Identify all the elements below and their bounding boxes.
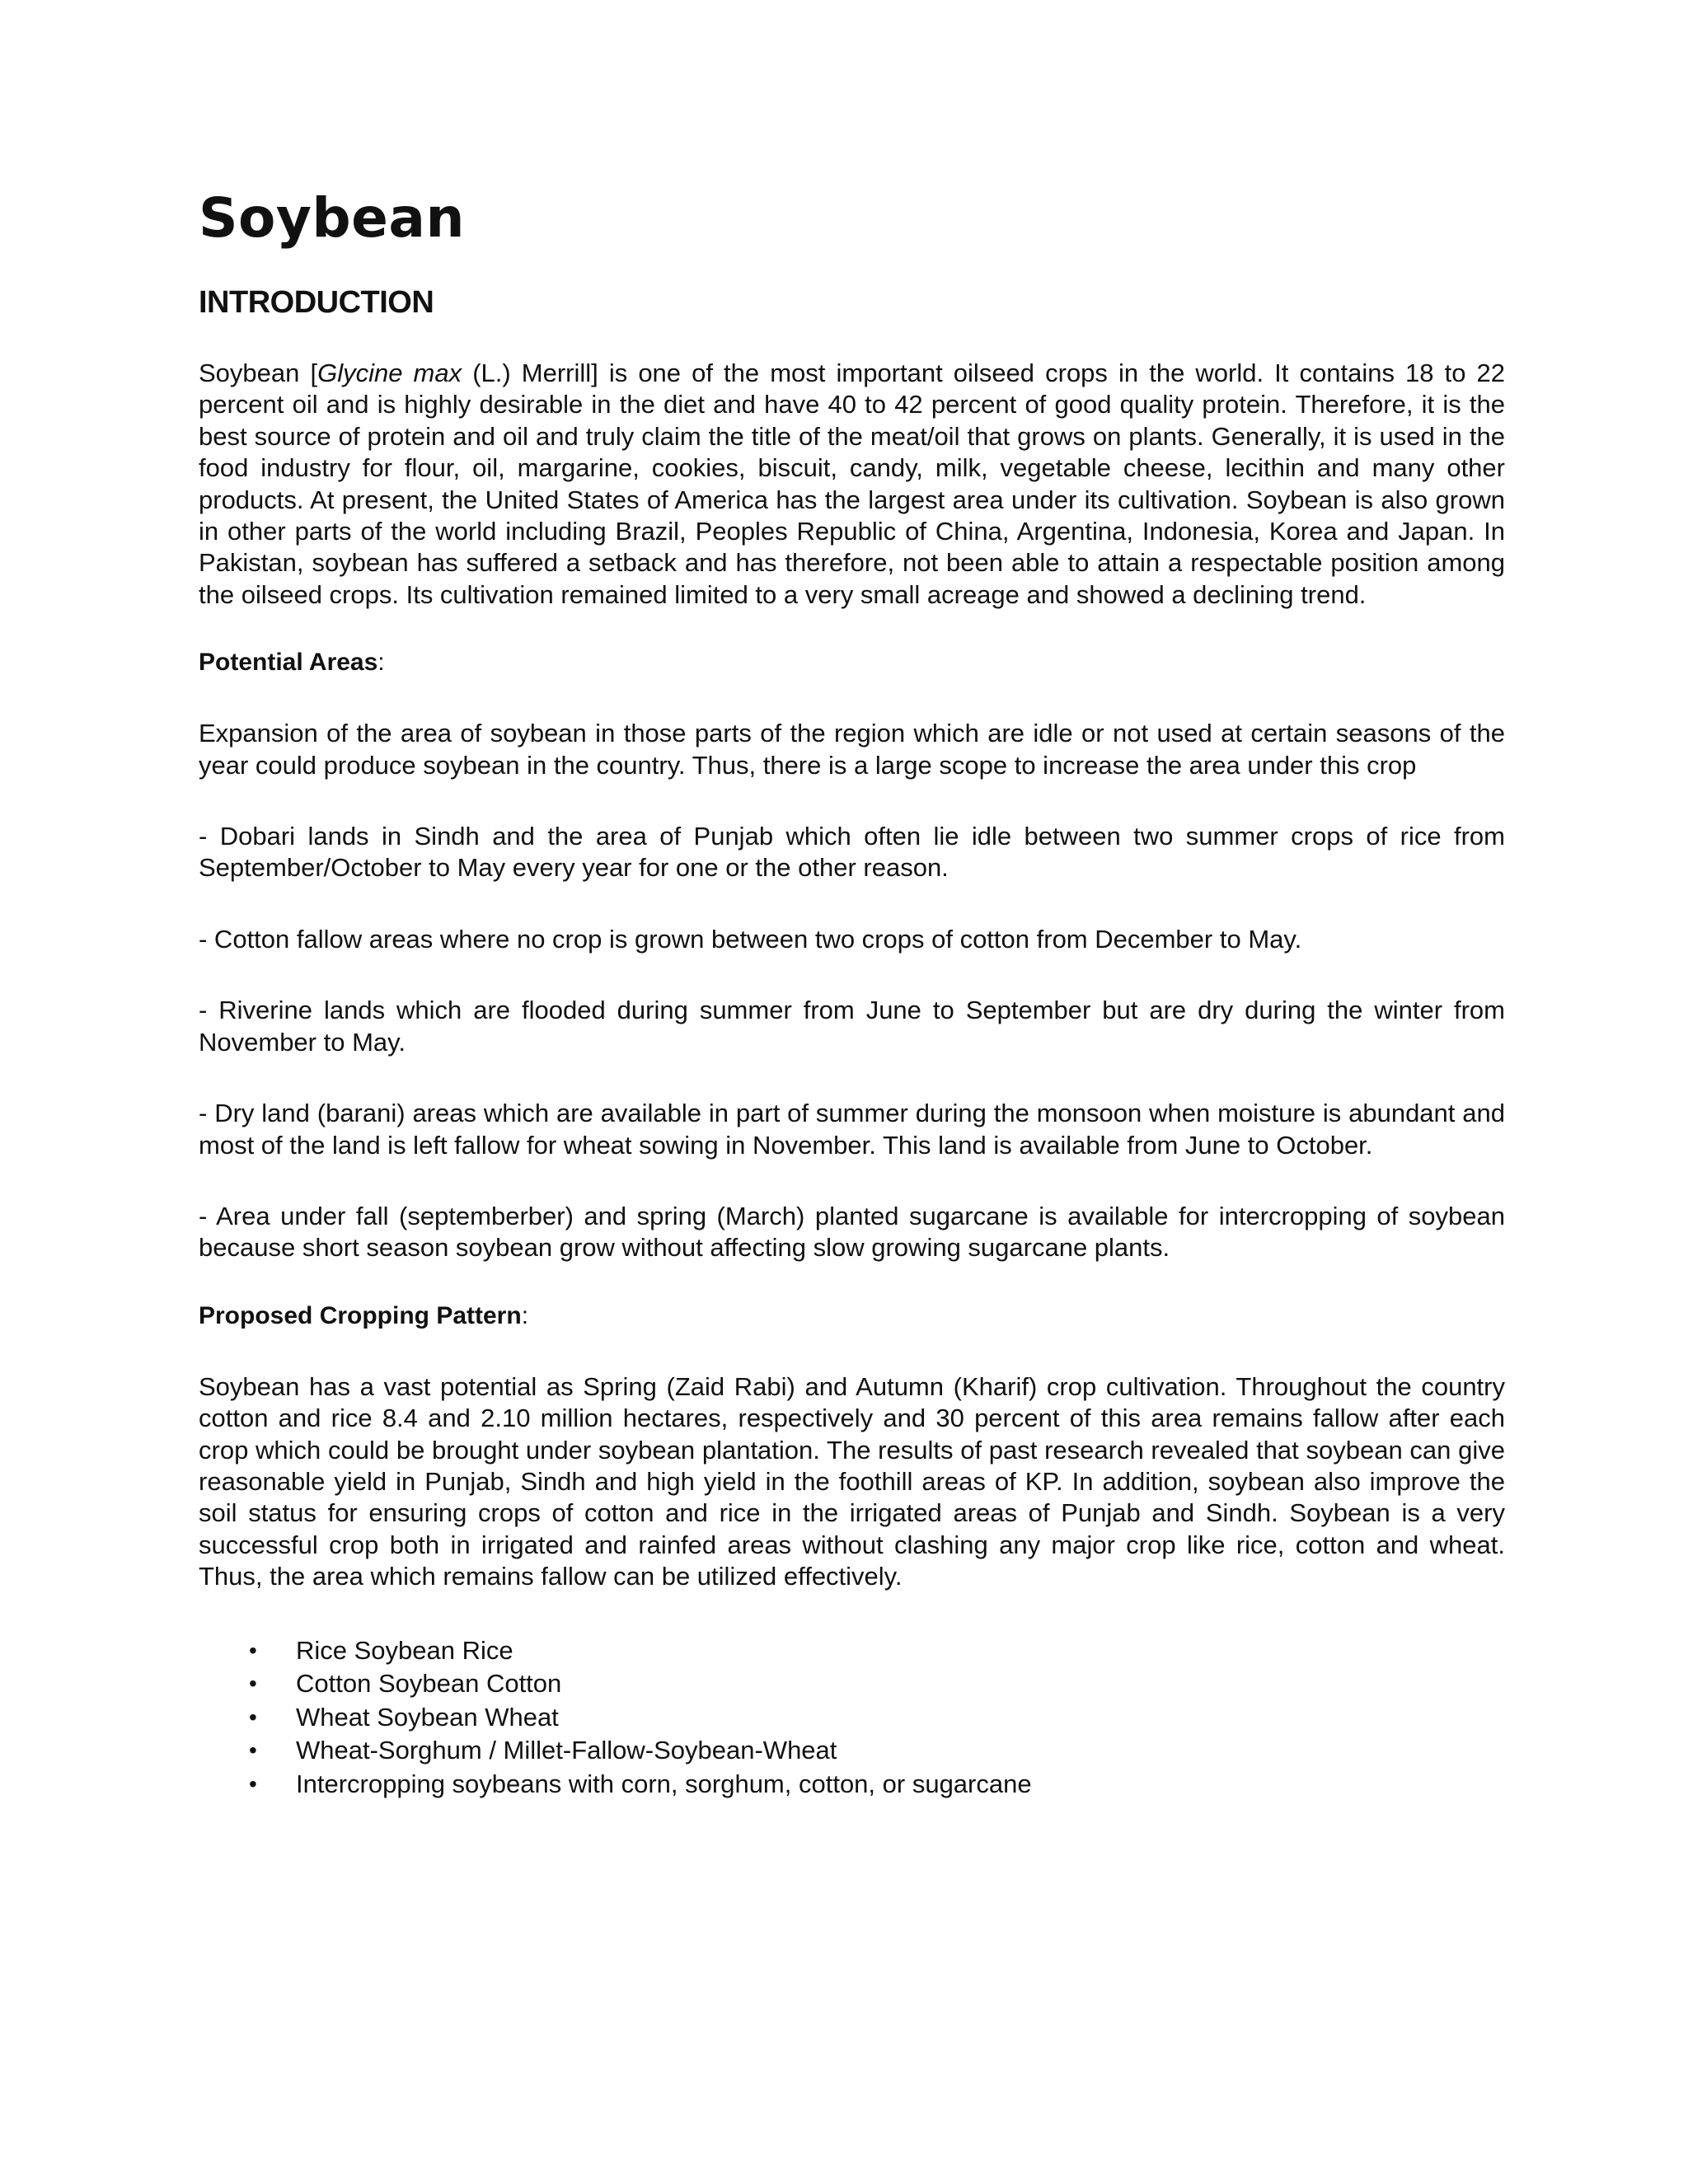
intro-text-start: Soybean [ [199,359,318,387]
bullet-icon: • [249,1671,257,1697]
cropping-pattern-paragraph: Soybean has a vast potential as Spring (Zaid Rabi) and Autumn (Kharif) crop cultivation. Throughout the country cotton and rice 8.4 and 2.10 million hectares, respectively and 30 percent of this area remains fallow after each crop which could be brought under soybean plantation. The results of past research revealed that soybean can give reasonable yield in Punjab, Sindh and high yield in the foothill areas of KP. In addition, soybean also improve the soil status for ensuring crops of cotton and rice in the irrigated areas of Punjab and Sindh. Soybean is a very successful crop both in irrigated and rainfed areas without clashing any major crop like rice, cotton and wheat. Thus, the area which remains fallow can be utilized effectively. [199,1371,1505,1591]
potential-area-item: - Area under fall (septemberber) and spring (March) planted sugarcane is available for intercropping of soybean because short season soybean grow without affecting slow growing sugarcane plants. [199,1201,1505,1263]
potential-area-item: - Dobari lands in Sindh and the area of Punjab which often lie idle between two summer crops of rice from September/October to May every year for one or the other reason. [199,822,1505,883]
potential-areas-heading [199,647,1505,678]
bullet-icon: • [249,1770,257,1797]
cropping-pattern-heading [199,1301,1505,1332]
list-item-text: Rice Soybean Rice [296,1635,513,1665]
list-item [199,1701,1505,1735]
potential-area-item: - Riverine lands which are flooded during summer from June to September but are dry during the winter from November to May. [199,996,1505,1057]
intro-text-rest: (L.) Merrill] is one of the most important oilseed crops in the world. It contains 18 to 22 percent oil and is highly desirable in the diet and have 40 to 42 percent of good quality protein. Therefore, it is the best source of protein and oil and truly claim the title of the meat/oil that grows on plants. Generally, it is used in the food industry for flour, oil, margarine, cookies, biscuit, candy, milk, vegetable cheese, lecithin and many other products. At present, the United States of America has the largest area under its cultivation. Soybean is also grown in other parts of the world including Brazil, Peoples Republic of China, Argentina, Indonesia, Korea and Japan. In Pakistan, soybean has suffered a setback and has therefore, not been able to attain a respectable position among the oilseed crops. Its cultivation remained limited to a very small acreage and showed a declining trend. [199,359,1506,609]
scientific-name: Glycine max [317,359,462,387]
list-item [199,1667,1505,1701]
list-item-text: Intercropping soybeans with corn, sorghum, cotton, or sugarcane [296,1769,1032,1798]
introduction-heading: INTRODUCTION [199,285,434,320]
potential-areas-paragraph: Expansion of the area of soybean in those parts of the region which are idle or not used at certain seasons of the year could produce soybean in the country. Thus, there is a large scope to increase the area under this crop [199,719,1505,780]
list-item [199,1734,1505,1768]
potential-area-item: - Dry land (barani) areas which are available in part of summer during the monsoon when moisture is abundant and most of the land is left fallow for wheat sowing in November. This land is available from June to October. [199,1099,1505,1160]
potential-area-item: - Cotton fallow areas where no crop is grown between two crops of cotton from December to May. [199,924,1302,954]
document-title: Soybean [199,186,465,250]
bullet-icon: • [249,1704,257,1730]
list-item-text: Wheat Soybean Wheat [296,1702,559,1732]
cropping-pattern-heading-colon: : [521,1301,529,1329]
bullet-icon: • [249,1737,257,1764]
list-item [199,1634,1505,1668]
bullet-icon: • [249,1637,257,1663]
cropping-pattern-list [199,1634,1505,1802]
list-item [199,1768,1505,1802]
document-page [199,186,1506,1801]
introduction-paragraph [199,358,1505,611]
potential-areas-heading-colon: : [377,649,385,677]
potential-areas-heading-text: Potential Areas [199,649,378,677]
list-item-text: Cotton Soybean Cotton [296,1669,562,1699]
list-item-text: Wheat-Sorghum / Millet-Fallow-Soybean-Wheat [296,1736,837,1765]
cropping-pattern-heading-text: Proposed Cropping Pattern [199,1301,522,1329]
